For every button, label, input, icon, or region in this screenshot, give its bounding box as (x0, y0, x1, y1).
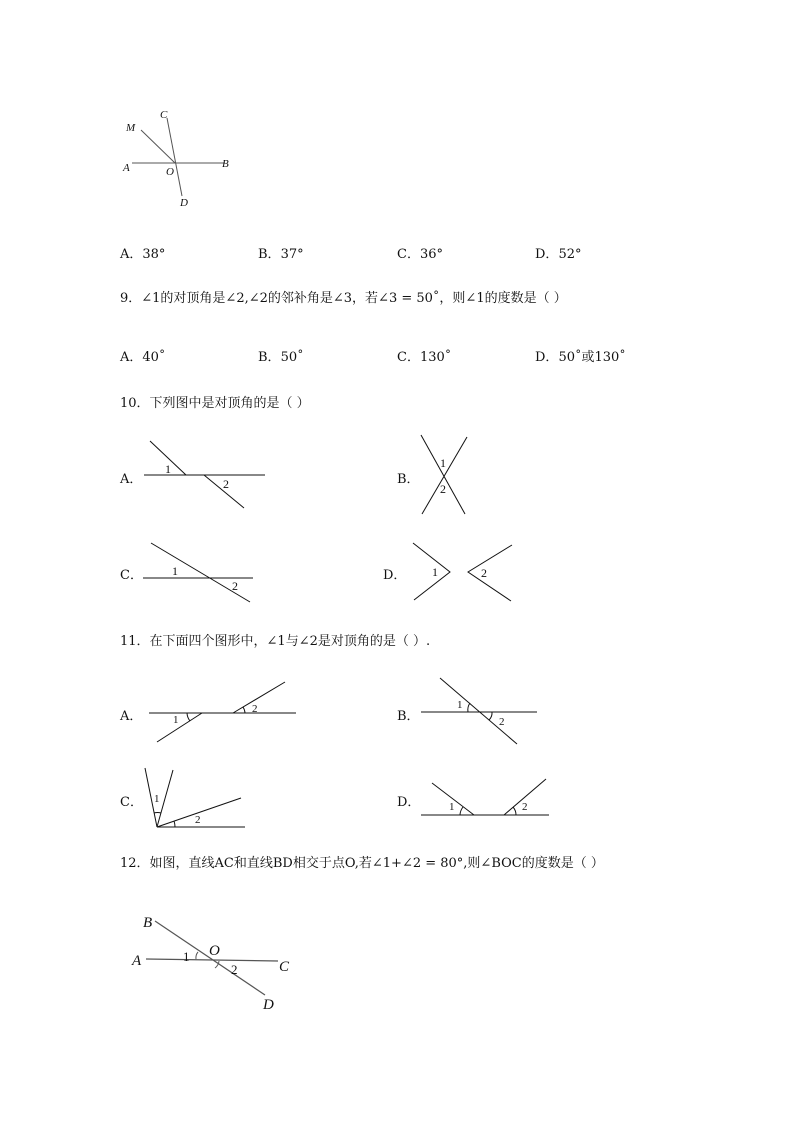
line-lower-left (157, 713, 202, 742)
q10-option-c-letter[interactable]: C． (120, 568, 143, 583)
angle-1-label: 1 (457, 699, 463, 711)
angle-1-arc (187, 713, 190, 721)
q12-figure (128, 908, 298, 1013)
q9-stem: 9．∠1的对顶角是∠2,∠2的邻补角是∠3，若∠3 = 50˚，则∠1的度数是（ ） (120, 291, 567, 306)
line-upper-right (233, 682, 285, 713)
label-o: O (166, 166, 174, 178)
angle-2-label: 2 (252, 703, 258, 715)
option-letter: B． (258, 247, 281, 262)
q8-option-c[interactable] (397, 243, 443, 262)
angle-2-arc (489, 712, 492, 720)
label-b: B (143, 915, 153, 931)
label-d: D (180, 197, 188, 209)
label-m: M (126, 122, 136, 134)
right-angle (468, 545, 512, 601)
angle-2-label: 2 (481, 566, 487, 580)
label-d: D (263, 997, 274, 1013)
angle-2-label: 2 (195, 814, 201, 826)
option-letter: A． (120, 247, 143, 262)
q11-figure-b (418, 675, 543, 747)
q11-option-c-letter[interactable]: C． (120, 795, 143, 810)
angle-2-label: 2 (232, 579, 238, 593)
label-a: A (132, 953, 142, 969)
q10-figure-c (140, 540, 260, 605)
q10-stem: 10．下列图中是对顶角的是（ ） (120, 396, 310, 411)
q8-option-a[interactable] (120, 243, 165, 262)
q9-option-c[interactable] (397, 346, 451, 365)
q9-option-d[interactable] (535, 346, 626, 365)
option-text: 50˚ (280, 350, 304, 365)
q10-option-d-letter[interactable]: D． (383, 568, 407, 583)
option-letter: D． (535, 350, 559, 365)
option-letter: A． (120, 350, 143, 365)
angle-2-label: 2 (499, 716, 505, 728)
q11-figure-d (418, 775, 553, 821)
label-b: B (222, 158, 229, 170)
option-text: 130˚ (419, 350, 452, 365)
line-1 (421, 435, 465, 514)
q9-option-a[interactable] (120, 346, 165, 365)
angle-2-label: 2 (223, 477, 229, 491)
q11-option-b-letter[interactable]: B． (397, 709, 420, 724)
option-text: 36° (419, 247, 443, 262)
q11-option-a-letter[interactable]: A． (120, 709, 143, 724)
angle-1-label: 1 (440, 456, 446, 470)
label-o: O (209, 943, 220, 959)
q10-figure-b (415, 432, 475, 517)
angle-2-arc (513, 807, 516, 815)
angle-2-label: 2 (522, 801, 528, 813)
option-text: 37° (280, 247, 304, 262)
angle-1-label: 1 (165, 462, 171, 476)
angle-1-arc (196, 952, 198, 959)
angle-1-label: 1 (154, 793, 160, 805)
q10-option-a-letter[interactable]: A． (120, 472, 143, 487)
angle-2-arc (243, 707, 245, 713)
line-diagonal (151, 543, 250, 602)
option-text: 52° (558, 247, 582, 262)
line-diagonal (440, 678, 517, 744)
label-c: C (279, 959, 290, 975)
q10-figure-d (408, 540, 518, 605)
angle-1-label: 1 (173, 714, 179, 726)
label-c: C (160, 109, 168, 121)
angle-1-label: 1 (183, 949, 190, 964)
angle-1-arc (460, 807, 463, 815)
angle-1-label: 1 (172, 564, 178, 578)
angle-2-label: 2 (231, 962, 238, 977)
option-letter: D． (535, 247, 559, 262)
option-text: 38° (142, 247, 166, 262)
option-text: 40˚ (142, 350, 166, 365)
q11-stem: 11．在下面四个图形中，∠1与∠2是对顶角的是（ ）. (120, 634, 431, 649)
q10-figure-a (140, 438, 270, 513)
q8-option-d[interactable] (535, 243, 581, 262)
angle-1-label: 1 (449, 801, 455, 813)
angle-2-label: 2 (440, 482, 446, 496)
angle-1-label: 1 (432, 565, 438, 579)
q12-stem: 12．如图，直线AC和直线BD相交于点O,若∠1+∠2 = 80°,则∠BOC的度数是（ ） (120, 856, 604, 871)
q11-figure-a (145, 678, 300, 746)
option-letter: B． (258, 350, 281, 365)
q8-figure (115, 100, 245, 212)
option-letter: C． (397, 350, 420, 365)
q11-option-d-letter[interactable]: D． (397, 795, 421, 810)
label-a: A (123, 162, 130, 174)
option-text: 50˚或130˚ (558, 350, 626, 365)
angle-2-arc (174, 821, 175, 827)
q8-option-b[interactable] (258, 243, 304, 262)
q9-option-b[interactable] (258, 346, 304, 365)
angle-1-arc (468, 703, 470, 712)
q11-figure-c (140, 765, 250, 833)
q10-option-b-letter[interactable]: B． (397, 472, 420, 487)
option-letter: C． (397, 247, 420, 262)
